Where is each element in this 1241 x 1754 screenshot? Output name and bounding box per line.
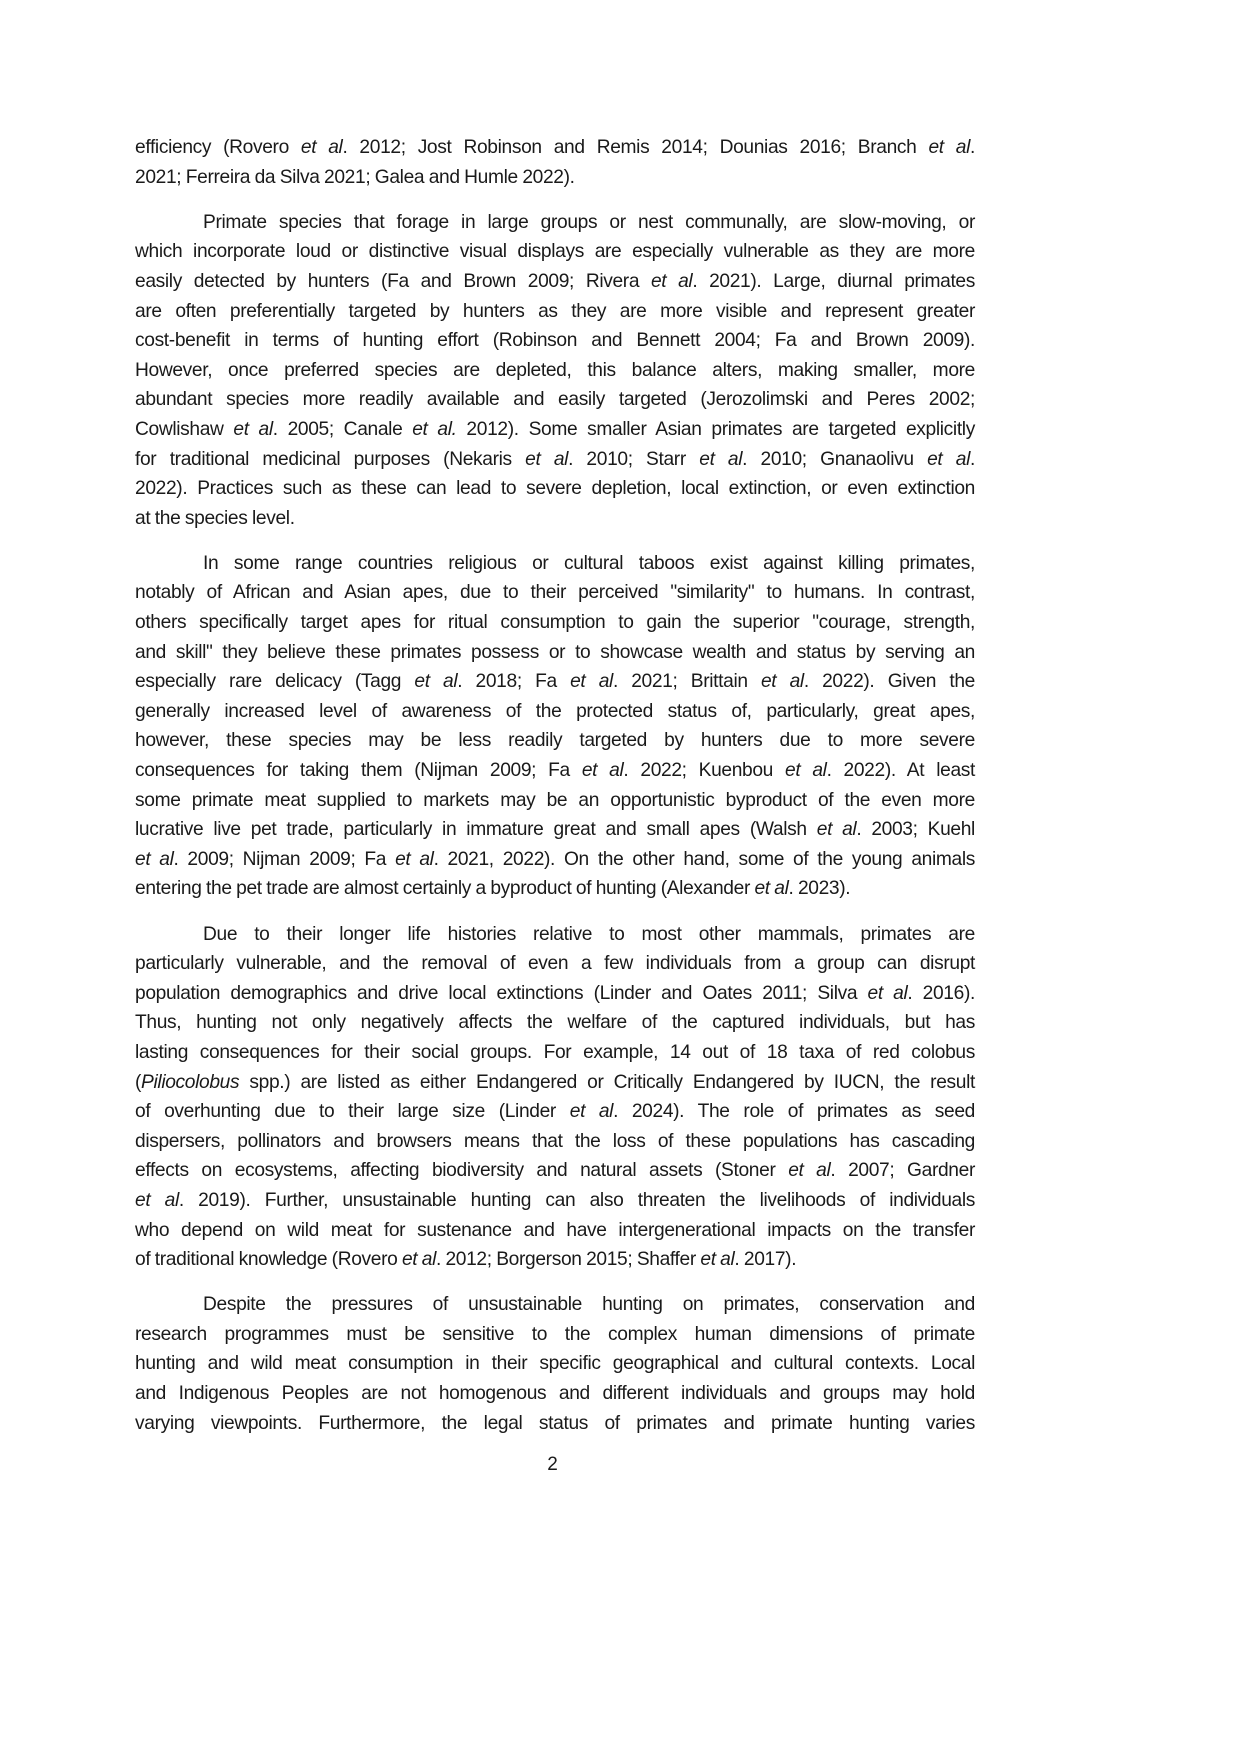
text-line: generally increased level of awareness of the protected status of, particularly, great apes, — [135, 700, 975, 722]
text-line: In some range countries religious or cultural taboos exist against killing primates, — [203, 552, 975, 574]
text-line: which incorporate loud or distinctive visual displays are especially vulnerable as they are more — [135, 241, 975, 263]
text-line: Due to their longer life histories relative to most other mammals, primates are — [203, 923, 975, 945]
text-line: Cowlishaw et al. 2005; Canale et al. 2012). Some smaller Asian primates are targeted explicitly — [135, 418, 975, 440]
text-line: varying viewpoints. Furthermore, the legal status of primates and primate hunting varies — [135, 1412, 975, 1434]
text-line: effects on ecosystems, affecting biodiversity and natural assets (Stoner et al. 2007; Gardner — [135, 1160, 975, 1182]
text-line: particularly vulnerable, and the removal of even a few individuals from a group can disrupt — [135, 953, 975, 975]
text-line: cost-benefit in terms of hunting effort (Robinson and Bennett 2004; Fa and Brown 2009). — [135, 330, 975, 352]
text-line: efficiency (Rovero et al. 2012; Jost Robinson and Remis 2014; Dounias 2016; Branch et al. — [135, 137, 975, 158]
text-line: 2021; Ferreira da Silva 2021; Galea and Humle 2022). — [135, 166, 575, 188]
text-line: et al. 2009; Nijman 2009; Fa et al. 2021, 2022). On the other hand, some of the young animals — [135, 848, 975, 870]
text-line: others specifically target apes for ritual consumption to gain the superior "courage, strength, — [135, 612, 975, 633]
text-line: for traditional medicinal purposes (Nekaris et al. 2010; Starr et al. 2010; Gnanaolivu et al. — [135, 448, 975, 470]
text-line: et al. 2019). Further, unsustainable hunting can also threaten the livelihoods of individuals — [135, 1189, 975, 1211]
text-line: Despite the pressures of unsustainable hunting on primates, conservation and — [203, 1294, 975, 1316]
text-line: and skill" they believe these primates possess or to showcase wealth and status by serving an — [135, 641, 975, 663]
text-line: lucrative live pet trade, particularly in immature great and small apes (Walsh et al. 2003; Kuehl — [135, 819, 975, 841]
text-line: population demographics and drive local extinctions (Linder and Oates 2011; Silva et al. 2016). — [135, 982, 975, 1004]
text-line: However, once preferred species are depleted, this balance alters, making smaller, more — [135, 359, 975, 381]
text-line: consequences for taking them (Nijman 2009; Fa et al. 2022; Kuenbou et al. 2022). At least — [135, 760, 975, 781]
text-line: however, these species may be less readily targeted by hunters due to more severe — [135, 730, 975, 752]
text-line: abundant species more readily available and easily targeted (Jerozolimski and Peres 2002; — [135, 389, 975, 411]
text-line: hunting and wild meat consumption in their specific geographical and cultural contexts. Local — [135, 1353, 975, 1375]
text-line: some primate meat supplied to markets may be an opportunistic byproduct of the even more — [135, 789, 975, 811]
text-line: at the species level. — [135, 507, 295, 529]
text-line: of overhunting due to their large size (Linder et al. 2024). The role of primates as seed — [135, 1101, 975, 1123]
text-line: entering the pet trade are almost certainly a byproduct of hunting (Alexander et al. 2023). — [135, 878, 851, 900]
text-line: (Piliocolobus spp.) are listed as either Endangered or Critically Endangered by IUCN, the result — [135, 1071, 975, 1093]
text-line: 2022). Practices such as these can lead to severe depletion, local extinction, or even extinction — [135, 478, 975, 500]
text-line: easily detected by hunters (Fa and Brown 2009; Rivera et al. 2021). Large, diurnal primates — [135, 270, 975, 292]
text-line: are often preferentially targeted by hunters as they are more visible and represent greater — [135, 300, 975, 322]
text-line: notably of African and Asian apes, due to their perceived "similarity" to humans. In contrast, — [135, 582, 975, 604]
text-line: especially rare delicacy (Tagg et al. 2018; Fa et al. 2021; Brittain et al. 2022). Given the — [135, 671, 975, 693]
text-line: who depend on wild meat for sustenance and have intergenerational impacts on the transfer — [135, 1219, 975, 1241]
text-line: and Indigenous Peoples are not homogenous and different individuals and groups may hold — [135, 1383, 975, 1404]
text-line: dispersers, pollinators and browsers means that the loss of these populations has cascading — [135, 1130, 975, 1152]
text-line: research programmes must be sensitive to the complex human dimensions of primate — [135, 1323, 975, 1345]
text-line: Thus, hunting not only negatively affects the welfare of the captured individuals, but has — [135, 1012, 975, 1034]
text-line: lasting consequences for their social groups. For example, 14 out of 18 taxa of red colobus — [135, 1041, 975, 1063]
text-line: of traditional knowledge (Rovero et al. 2012; Borgerson 2015; Shaffer et al. 2017). — [135, 1249, 797, 1271]
text-line: Primate species that forage in large groups or nest communally, are slow-moving, or — [203, 211, 975, 233]
page-number: 2 — [547, 1454, 558, 1475]
